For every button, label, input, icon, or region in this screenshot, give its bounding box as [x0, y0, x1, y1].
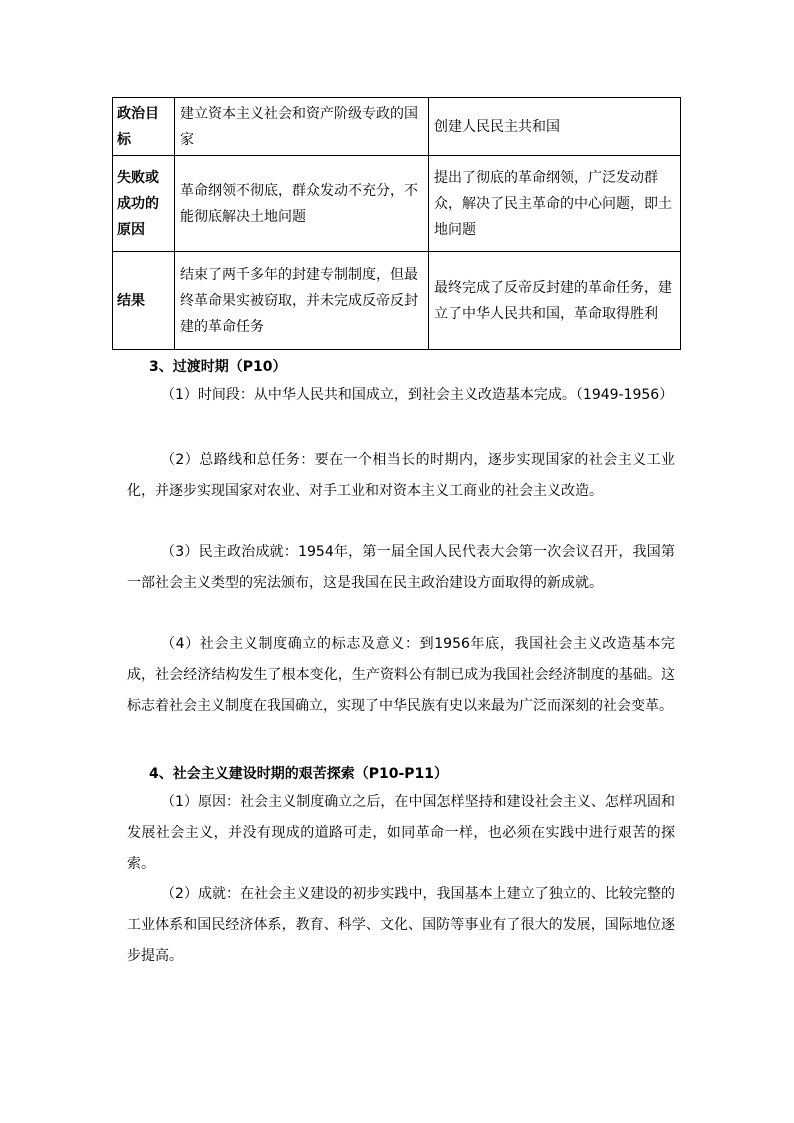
table-cell: 提出了彻底的革命纲领，广泛发动群众，解决了民主革命的中心问题，即土地问题: [429, 156, 681, 252]
row-header: 政治目标: [113, 98, 175, 156]
paragraph: （2）总路线和总任务：要在一个相当长的时期内，逐步实现国家的社会主义工业化，并逐步实现国家对农业、对手工业和对资本主义工商业的社会主义改造。: [127, 452, 675, 499]
paragraph: （1）时间段：从中华人民共和国成立，到社会主义改造基本完成。（1949-1956）: [161, 387, 674, 403]
table-cell: 建立资本主义社会和资产阶级专政的国家: [175, 98, 429, 156]
paragraph: （3）民主政治成就：1954年，第一届全国人民代表大会第一次会议召开，我国第一部社会主义类型的宪法颁布，这是我国在民主政治建设方面取得的新成就。: [127, 544, 675, 591]
section-heading: 4、社会主义建设时期的艰苦探索（P10-P11）: [149, 766, 449, 782]
row-header: 结果: [113, 252, 175, 350]
table-cell: 革命纲领不彻底，群众发动不充分，不能彻底解决土地问题: [175, 156, 429, 252]
comparison-table: [112, 97, 681, 350]
paragraph: （2）成就：在社会主义建设的初步实践中，我国基本上建立了独立的、比较完整的工业体系和国民经济体系，教育、科学、文化、国防等事业有了很大的发展，国际地位逐步提高。: [127, 886, 675, 964]
section-heading: 3、过渡时期（P10）: [149, 359, 287, 375]
table-row: [113, 252, 681, 350]
paragraph: （1）原因：社会主义制度确立之后，在中国怎样坚持和建设社会主义、怎样巩固和发展社会主义，并没有现成的道路可走，如同革命一样，也必须在实践中进行艰苦的探索。: [127, 794, 675, 872]
table-cell: 最终完成了反帝反封建的革命任务，建立了中华人民共和国，革命取得胜利: [429, 252, 681, 350]
table-row: [113, 98, 681, 156]
table-cell: 创建人民民主共和国: [429, 98, 681, 156]
paragraph: （4）社会主义制度确立的标志及意义：到1956年底，我国社会主义改造基本完成，社会经济结构发生了根本变化，生产资料公有制已成为我国社会经济制度的基础。这标志着社会主义制度在我国确立，实现了中华民族有史以来最为广泛而深刻的社会变革。: [127, 636, 675, 714]
row-header: 失败或成功的原因: [113, 156, 175, 252]
table-row: [113, 156, 681, 252]
table-cell: 结束了两千多年的封建专制制度，但最终革命果实被窃取，并未完成反帝反封建的革命任务: [175, 252, 429, 350]
